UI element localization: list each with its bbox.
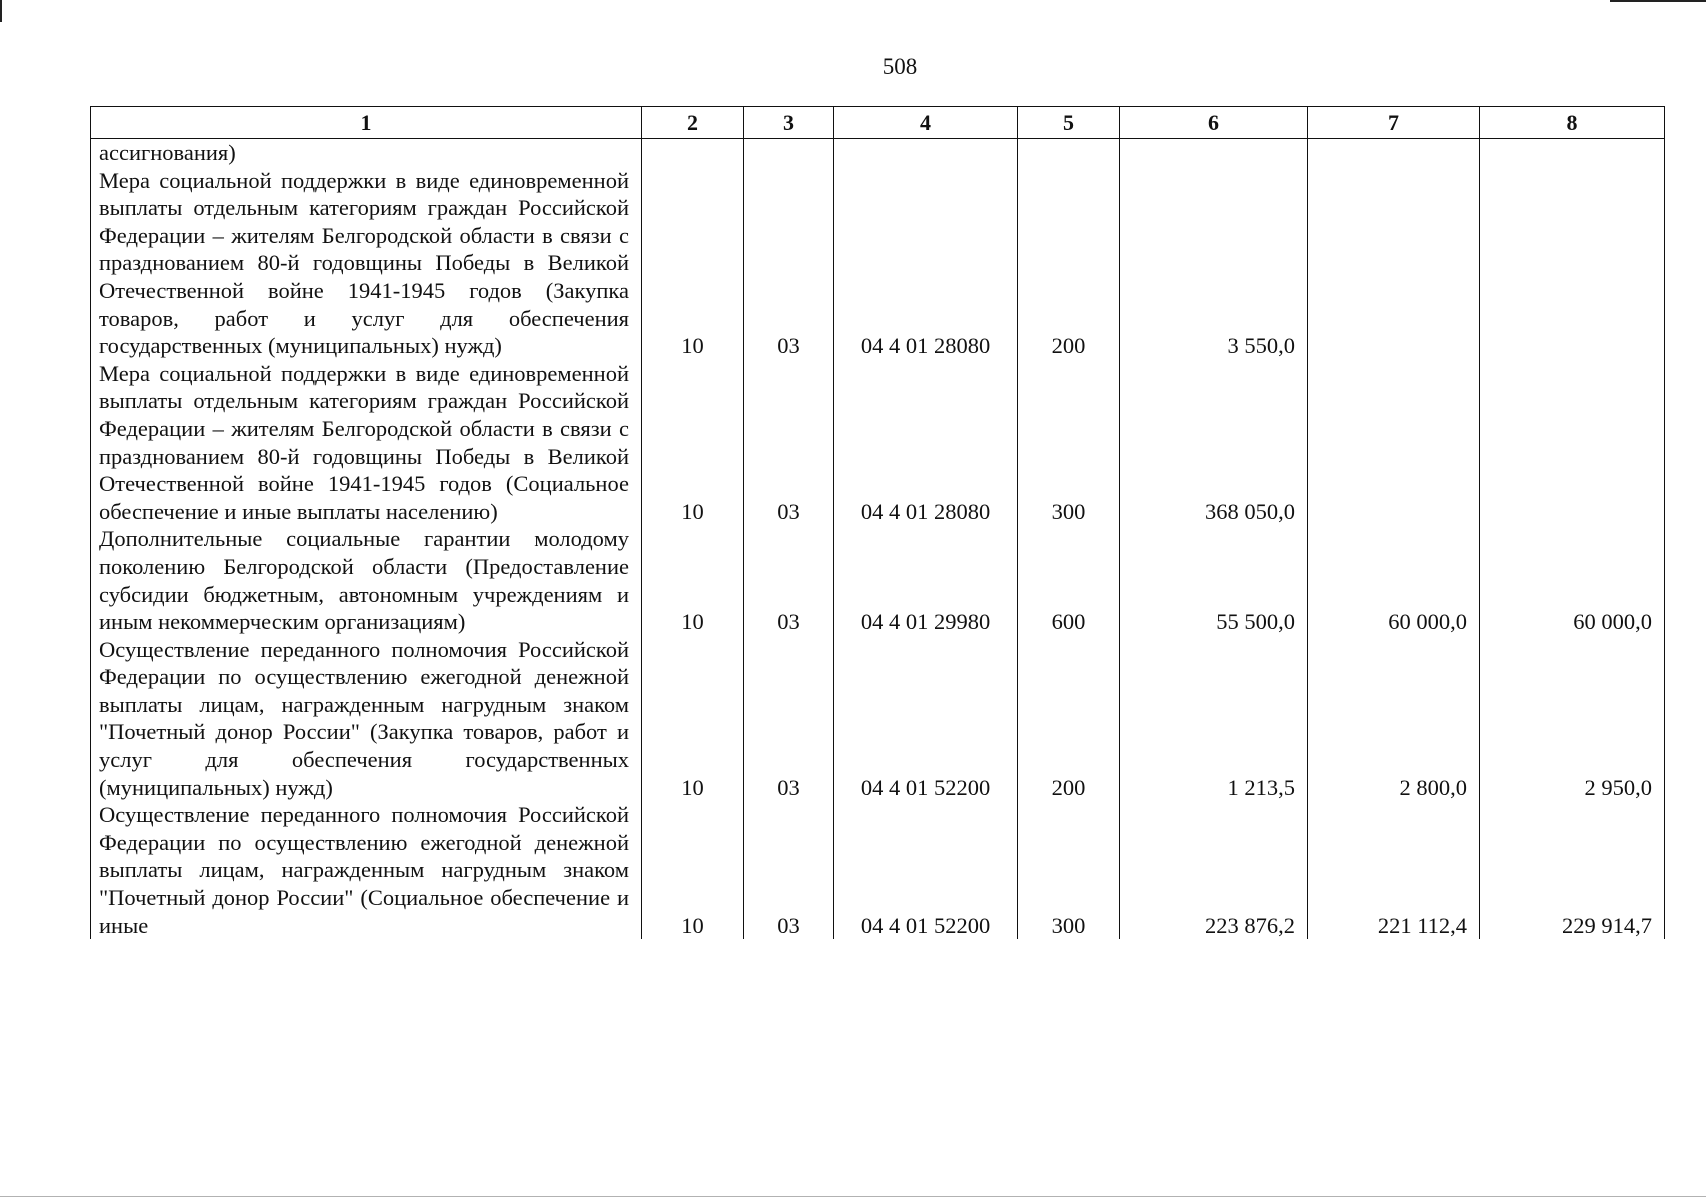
row-target-code: 04 4 01 52200	[834, 636, 1018, 802]
row-amount-1: 55 500,0	[1120, 525, 1308, 635]
row-section: 10	[642, 525, 744, 635]
row-description: Мера социальной поддержки в виде единовременной выплаты отдельным категориям граждан Российской Федерации – жителям Белгородской области в связи с празднованием 80-й годовщины Победы в Великой Отечественной войне 1941-1945 годов (Закупка товаров, работ и услуг для обеспечения государственных (муниципальных) нужд)	[91, 167, 642, 360]
row-amount-2: 2 800,0	[1308, 636, 1480, 802]
row-target-code: 04 4 01 28080	[834, 360, 1018, 526]
row-description: Дополнительные социальные гарантии молодому поколению Белгородской области (Предоставление субсидии бюджетным, автономным учреждениям и иным некоммерческим организациям)	[91, 525, 642, 635]
table-row	[91, 636, 1665, 802]
row-subsection: 03	[744, 360, 834, 526]
row-target-code: 04 4 01 29980	[834, 525, 1018, 635]
row-amount-3: 2 950,0	[1480, 636, 1665, 802]
row-amount-1: 368 050,0	[1120, 360, 1308, 526]
row-amount-3	[1480, 360, 1665, 526]
header-row	[91, 107, 1665, 139]
row-expense-type: 300	[1018, 801, 1120, 939]
scan-artifact-top-right	[1610, 0, 1706, 2]
table-row-carryover	[91, 139, 1665, 167]
row-expense-type: 200	[1018, 167, 1120, 360]
column-header-3: 3	[744, 107, 834, 139]
row-expense-type: 300	[1018, 360, 1120, 526]
row-description: Осуществление переданного полномочия Российской Федерации по осуществлению ежегодной денежной выплаты лицам, награжденным нагрудным знаком "Почетный донор России" (Закупка товаров, работ и услуг для обеспечения государственных (муниципальных) нужд)	[91, 636, 642, 802]
row-expense-type: 200	[1018, 636, 1120, 802]
row-amount-3	[1480, 167, 1665, 360]
budget-table	[90, 106, 1665, 939]
row-target-code: 04 4 01 52200	[834, 801, 1018, 939]
row-amount-1: 223 876,2	[1120, 801, 1308, 939]
row-amount-1: 3 550,0	[1120, 167, 1308, 360]
scan-artifact-top-left	[0, 0, 2, 22]
row-subsection: 03	[744, 167, 834, 360]
column-header-2: 2	[642, 107, 744, 139]
row-amount-2	[1308, 360, 1480, 526]
page-number: 508	[882, 54, 918, 79]
row-amount-1: 1 213,5	[1120, 636, 1308, 802]
row-section: 10	[642, 167, 744, 360]
row-amount-2	[1308, 167, 1480, 360]
column-header-7: 7	[1308, 107, 1480, 139]
column-header-8: 8	[1480, 107, 1665, 139]
row-amount-2: 60 000,0	[1308, 525, 1480, 635]
row-section: 10	[642, 636, 744, 802]
row-amount-3: 229 914,7	[1480, 801, 1665, 939]
column-header-1: 1	[91, 107, 642, 139]
row-amount-2: 221 112,4	[1308, 801, 1480, 939]
row-target-code: 04 4 01 28080	[834, 167, 1018, 360]
table-row	[91, 167, 1665, 360]
row-section: 10	[642, 801, 744, 939]
row-description: Осуществление переданного полномочия Российской Федерации по осуществлению ежегодной денежной выплаты лицам, награжденным нагрудным знаком "Почетный донор России" (Социальное обеспечение и иные	[91, 801, 642, 939]
carryover-text: ассигнования)	[91, 139, 642, 167]
table-row	[91, 801, 1665, 939]
row-expense-type: 600	[1018, 525, 1120, 635]
row-subsection: 03	[744, 801, 834, 939]
row-amount-3: 60 000,0	[1480, 525, 1665, 635]
row-description: Мера социальной поддержки в виде единовременной выплаты отдельным категориям граждан Российской Федерации – жителям Белгородской области в связи с празднованием 80-й годовщины Победы в Великой Отечественной войне 1941-1945 годов (Социальное обеспечение и иные выплаты населению)	[91, 360, 642, 526]
table-row	[91, 360, 1665, 526]
scan-artifact-bottom	[0, 1196, 1706, 1197]
column-header-6: 6	[1120, 107, 1308, 139]
column-header-4: 4	[834, 107, 1018, 139]
table-row	[91, 525, 1665, 635]
row-subsection: 03	[744, 525, 834, 635]
row-subsection: 03	[744, 636, 834, 802]
row-section: 10	[642, 360, 744, 526]
column-header-5: 5	[1018, 107, 1120, 139]
